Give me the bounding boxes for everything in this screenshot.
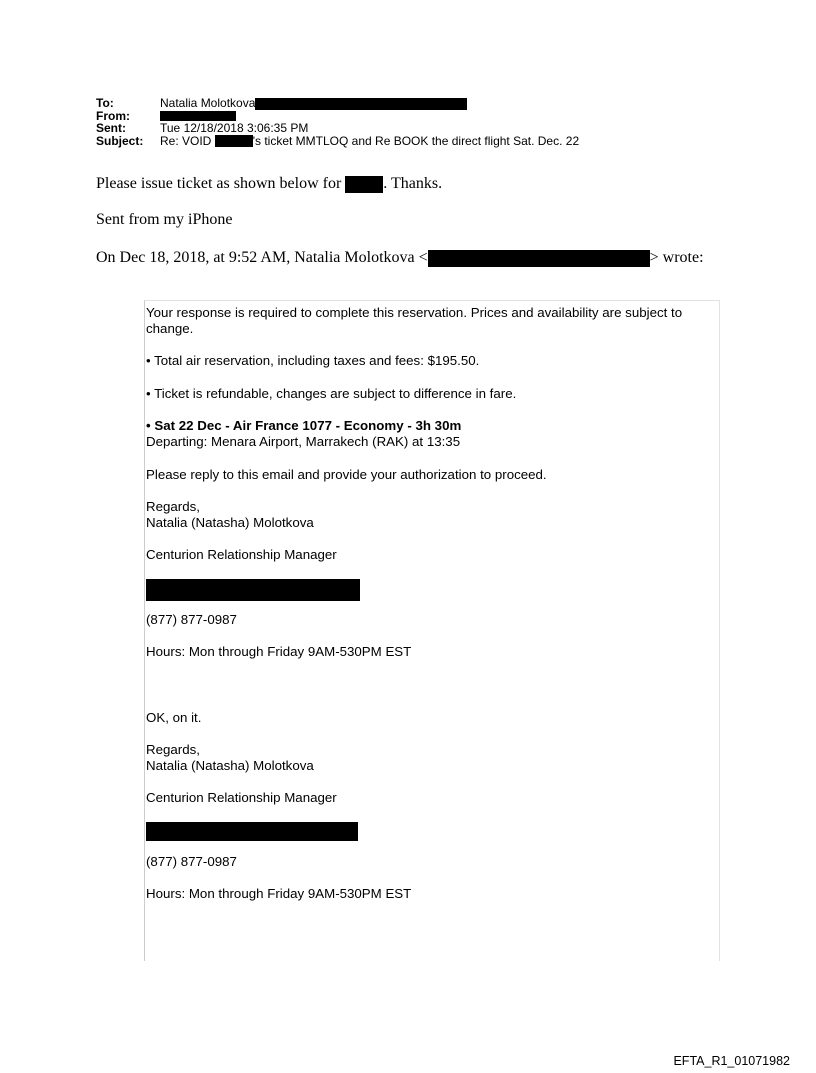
agent-title: Centurion Relationship Manager — [146, 547, 337, 562]
redaction-bar — [146, 822, 358, 841]
bullet-refund: • Ticket is refundable, changes are subject to difference in fare. — [146, 386, 517, 401]
to-value — [160, 97, 467, 110]
signature: Sent from my iPhone — [96, 211, 233, 228]
redaction-bar — [215, 135, 253, 147]
to-name: Natalia Molotkova — [160, 96, 256, 110]
redaction-bar — [160, 111, 236, 121]
from-label: From: — [96, 108, 130, 123]
redaction-bar — [345, 176, 383, 193]
agent-title-2: Centurion Relationship Manager — [146, 790, 337, 805]
regards: Regards, — [146, 499, 200, 514]
bullet-total: • Total air reservation, including taxes and fees: $195.50. — [146, 353, 480, 368]
agent-name: Natalia (Natasha) Molotkova — [146, 515, 314, 530]
agent-hours: Hours: Mon through Friday 9AM-530PM EST — [146, 644, 412, 659]
regards-2: Regards, — [146, 742, 200, 757]
reply-line: Please issue ticket as shown below for . Thanks. — [96, 175, 443, 192]
to-label: To: — [96, 96, 114, 110]
authorization-request: Please reply to this email and provide your authorization to proceed. — [146, 467, 547, 482]
redaction-bar — [146, 579, 360, 601]
ok-line: OK, on it. — [146, 710, 202, 725]
flight-line: • Sat 22 Dec - Air France 1077 - Economy - 3h 30m — [146, 418, 462, 433]
agent-phone-2: (877) 877-0987 — [146, 854, 237, 869]
agent-phone: (877) 877-0987 — [146, 612, 237, 627]
agent-hours-2: Hours: Mon through Friday 9AM-530PM EST — [146, 886, 412, 901]
sent-value: Tue 12/18/2018 3:06:35 PM — [160, 121, 309, 135]
redaction-bar — [428, 250, 650, 267]
sent-label: Sent: — [96, 121, 126, 135]
document-id: EFTA_R1_01071982 — [673, 1054, 790, 1068]
quoted-intro: Your response is required to complete this reservation. Prices and availability are subject to change. — [146, 305, 683, 336]
departing-line: Departing: Menara Airport, Marrakech (RAK) at 13:35 — [146, 434, 461, 449]
redaction-bar — [255, 98, 467, 110]
quote-intro: On Dec 18, 2018, at 9:52 AM, Natalia Molotkova < > wrote: — [96, 249, 704, 266]
subject-value: Re: VOID 's ticket MMTLOQ and Re BOOK the direct flight Sat. Dec. 22 — [160, 133, 580, 148]
agent-name-2: Natalia (Natasha) Molotkova — [146, 758, 314, 773]
subject-label: Subject: — [96, 133, 144, 148]
